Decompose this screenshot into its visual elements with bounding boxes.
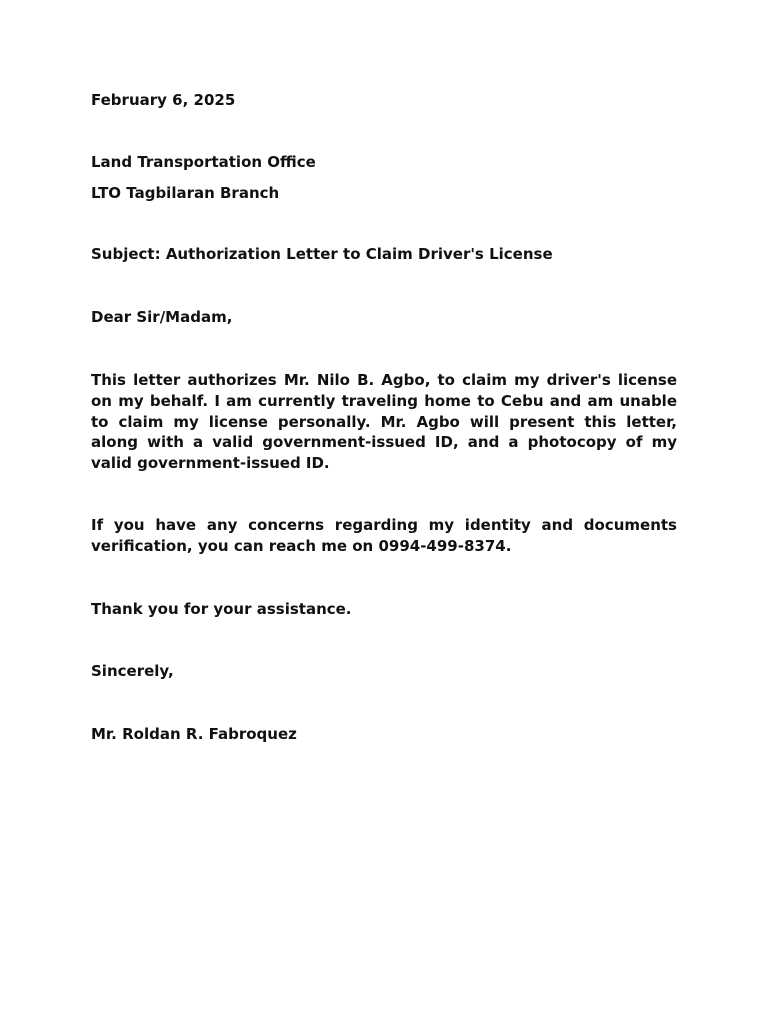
spacer (91, 173, 677, 183)
spacer (91, 265, 677, 307)
spacer (91, 557, 677, 599)
spacer (91, 682, 677, 724)
thanks-line: Thank you for your assistance. (91, 599, 352, 618)
recipient-branch: LTO Tagbilaran Branch (91, 183, 280, 202)
recipient-office: Land Transportation Office (91, 152, 316, 171)
spacer (91, 619, 677, 661)
spacer (91, 328, 677, 370)
salutation: Dear Sir/Madam, (91, 308, 233, 327)
spacer (91, 474, 677, 515)
spacer (91, 111, 677, 152)
letter-date: February 6, 2025 (91, 91, 236, 109)
letter-subject: Subject: Authorization Letter to Claim Driver's License (91, 245, 553, 264)
letter-body (91, 90, 677, 745)
body-paragraph-authorization: This letter authorizes Mr. Nilo B. Agbo, to claim my driver's license on my behalf. I am currently traveling home to Cebu and am unable to claim my license personally. Mr. Agbo will present this letter, along with a valid government-issued ID, and a photocopy of my valid government-issued ID. (91, 370, 677, 473)
signatory-name: Mr. Roldan R. Fabroquez (91, 725, 297, 744)
spacer (91, 203, 677, 244)
closing: Sincerely, (91, 662, 174, 681)
body-paragraph-contact: If you have any concerns regarding my identity and documents verification, you can reach me on 0994-499-8374. (91, 515, 677, 555)
